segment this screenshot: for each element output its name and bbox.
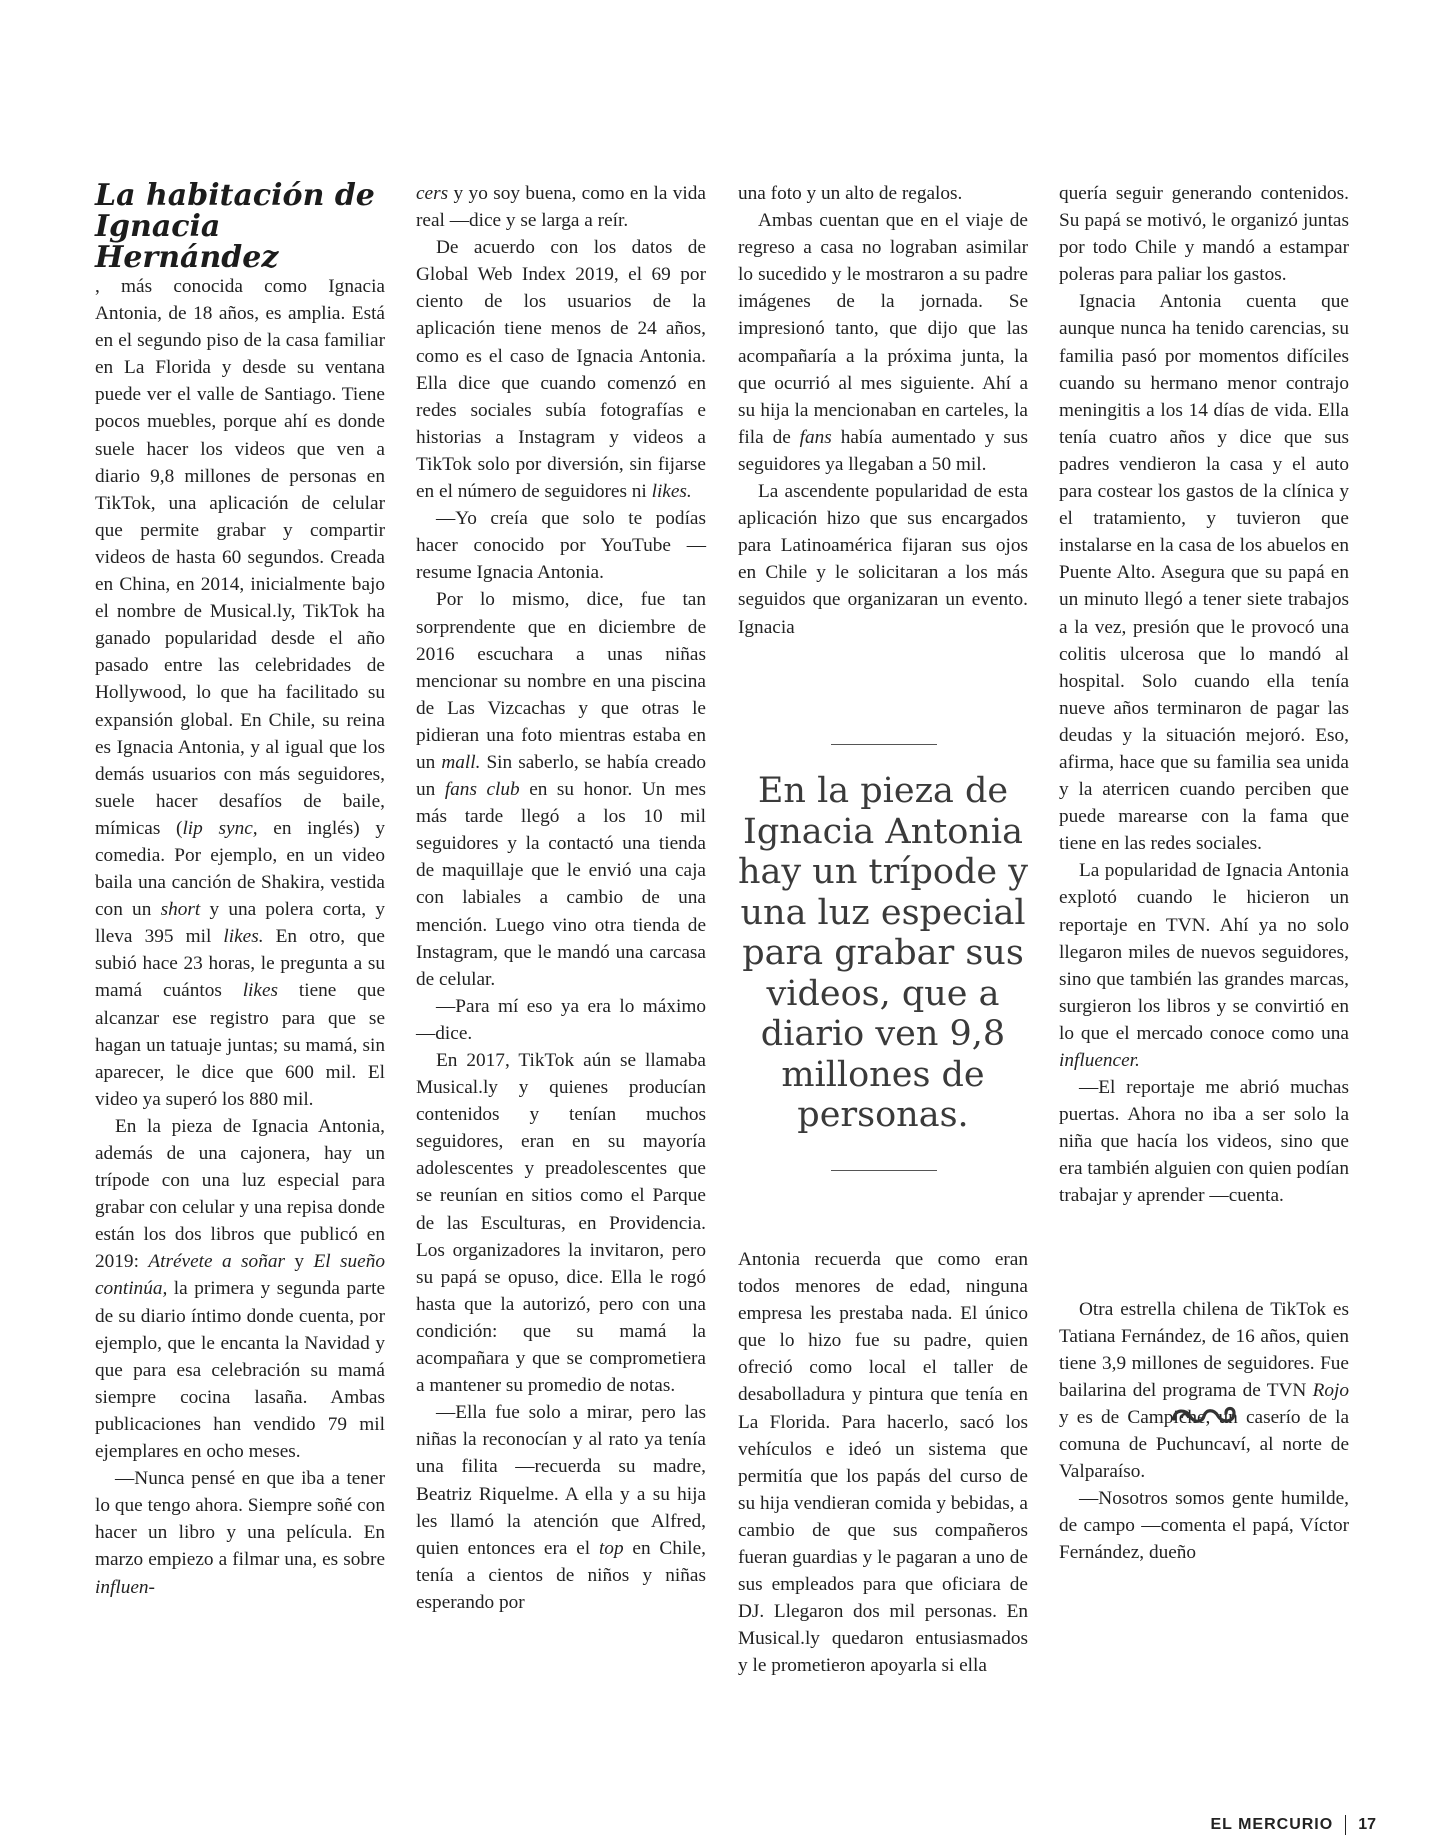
text-run: Otra estrella chilena de TikTok es Tatiana Fernández, de 16 años, quien tiene 3,9 millones de seguidores. Fue bailarina del programa de TVN <box>1059 1298 1349 1401</box>
italic-run: likes <box>242 980 279 1002</box>
article-column-3-top <box>738 180 1028 641</box>
italic-run: likes. <box>651 481 692 503</box>
text-run: —Ella fue solo a mirar, pero las niñas la reconocían y al rato ya tenía una filita —recuerda su madre, Beatriz Riquelme. A ella y a su hija les llamó la atención que Alfred, quien entonces era el <box>416 1402 706 1559</box>
text-run: En otro, que subió hace 23 horas, le pregunta a su mamá cuántos <box>95 926 385 1002</box>
paragraph: La ascendente popularidad de esta aplicación hizo que sus encargados para Latinoamérica fijaran sus ojos en Chile y le solicitaran a los más seguidos que organizaran un evento. Ignacia <box>738 481 1028 638</box>
paragraph <box>416 234 706 505</box>
footer-divider <box>1345 1815 1346 1835</box>
paragraph: una foto y un alto de regalos. <box>738 183 963 204</box>
paragraph: Antonia recuerda que como eran todos menores de edad, ninguna empresa les prestaba nada. El único que lo hizo fue su padre, quien ofreció como local el taller de desabolladura y pintura que tenía en La Florida. Para hacerlo, sacó los vehículos e ideó un sistema que permitía que los papás del curso de su hija vendieran comida y bebidas, a cambio de que sus compañeros fueran guardias y le pagaran a uno de sus empleados para que oficiara de DJ. Llegaron dos mil personas. En Musical.ly quedaron entusiasmados y le prometieron apoyarla si ella <box>738 1249 1028 1677</box>
text-run: Ambas cuentan que en el viaje de regreso a casa no lograban asimilar lo sucedido y le mostraron a su padre imágenes de la jornada. Se impresionó tanto, que dijo que las acompañaría a la próxima junta, la que ocurrió al mes siguiente. Ahí a su hija la mencionaban en carteles, la fila de <box>738 210 1028 448</box>
italic-run: likes. <box>223 926 264 948</box>
paragraph <box>416 586 706 992</box>
text-run: en su honor. Un mes más tarde llegó a los 10 mil seguidores y la contactó una tienda de maquillaje que le envió una caja con labiales a cambio de una mención. Luego vino otra tienda de Instagram, que le mandó una carcasa de celular. <box>416 779 706 990</box>
lead-line-1: La habitación de <box>95 178 375 213</box>
paragraph <box>95 1465 385 1600</box>
text-run: tiene que alcanzar ese registro para que se hagan un tatuaje juntas; su mamá, sin aparecer, le dice que 600 mil. El video ya superó los 880 mil. <box>95 980 386 1110</box>
italic-run: cers <box>416 183 449 204</box>
pullquote-rule-bottom <box>831 1170 937 1171</box>
paragraph: quería seguir generando contenidos. Su papá se motivó, le organizó juntas por todo Chile y mandó a estampar poleras para paliar los gastos. <box>1059 183 1349 286</box>
lead-line-2: Ignacia Hernández <box>95 209 279 275</box>
publication-name: EL MERCURIO <box>1210 1816 1334 1833</box>
article-column-2 <box>416 180 706 1616</box>
italic-run: lip sync, <box>182 817 258 839</box>
paragraph: En 2017, TikTok aún se llamaba Musical.ly y quienes producían contenidos y tenían muchos seguidores, eran en su mayoría adolescentes y preadolescentes que se reunían en sitios como el Parque de las Esculturas, en Providencia. Los organizadores la invitaron, pero su papá se opuso, dice. Ella le rogó hasta que la autorizó, pero con una condición: que su mamá la acompañara y que se comprometiera a mantener su promedio de notas. <box>416 1050 706 1397</box>
text-run: la primera y segunda parte de su diario íntimo donde cuenta, por ejemplo, que le encanta la Navidad y que para esa celebración su mamá siempre cocina lasaña. Ambas publicaciones han vendido 79 mil ejemplares en ocho meses. <box>95 1278 385 1463</box>
italic-run: top <box>598 1537 624 1559</box>
paragraph: —El reportaje me abrió muchas puertas. Ahora no iba a ser solo la niña que hacía los videos, sino que era también alguien con quien podían trabajar y aprender —cuenta. <box>1059 1077 1349 1207</box>
text-run: en Chile, tenía a cientos de niños y niñas esperando por <box>416 1537 706 1613</box>
pullquote-rule-top <box>831 744 937 745</box>
paragraph <box>416 180 706 234</box>
pullquote: En la pieza de Ignacia Antonia hay un trípode y una luz especial para grabar sus videos, que a diario ven 9,8 millones de personas. <box>738 771 1028 1135</box>
text-run: Sin saberlo, se había creado un <box>416 751 706 801</box>
article-column-3-bottom <box>738 1246 1028 1680</box>
paragraph: —Para mí eso ya era lo máximo —dice. <box>416 995 706 1044</box>
text-run: y es de Campiche, un caserío de la comuna de Puchuncaví, al norte de Valparaíso. <box>1059 1406 1349 1483</box>
paragraph: Ignacia Antonia cuenta que aunque nunca ha tenido carencias, su familia pasó por momentos difíciles cuando su hermano menor contrajo meningitis a los 14 días de vida. Ella tenía cuatro años y dice que sus padres vendieron la casa y el auto para costear los gastos de la clínica y el tratamiento, y tuvieron que instalarse en la casa de los abuelos en Puente Alto. Asegura que su papá en un minuto llegó a tener siete trabajos a la vez, presión que le provocó una colitis ulcerosa que lo mandó al hospital. Solo cuando ella tenía nueve años terminaron de pagar las deudas y la situación mejoró. Eso, afirma, hace que su familia sea unida y la aterricen cuando perciben que puede marearse con la fama que tiene en las redes sociales. <box>1059 291 1349 855</box>
text-run: En la pieza de Ignacia Antonia, además de una cajonera, hay un trípode con una luz especial para grabar con celular y una repisa donde están los dos libros que publicó en 2019: <box>95 1115 385 1273</box>
page-number: 17 <box>1358 1816 1376 1833</box>
ornament-spacer <box>1059 1210 1349 1296</box>
text-run: y yo soy buena, como en la vida real —dice y se larga a reír. <box>416 183 706 232</box>
text-run: en inglés) y comedia. Por ejemplo, en un video baila una canción de Shakira, vestida con un <box>95 817 385 921</box>
text-run: y una polera corta, y lleva 395 mil <box>95 899 385 948</box>
text-run: y <box>284 1251 314 1273</box>
paragraph <box>738 207 1028 478</box>
italic-run: influencer. <box>1059 1050 1140 1071</box>
italic-run: Rojo <box>1312 1379 1349 1401</box>
italic-run: fans <box>799 426 832 448</box>
swirl-ornament-icon <box>1168 1403 1240 1429</box>
text-run: De acuerdo con los datos de Global Web Index 2019, el 69 por ciento de los usuarios de la aplicación tiene menos de 24 años, como es el caso de Ignacia Antonia. Ella dice que cuando comenzó en redes sociales subía fotografías e historias a Instagram y videos a TikTok solo por diversión, sin fijarse en el número de seguidores ni <box>416 237 706 503</box>
lead-paragraph <box>95 180 385 1113</box>
paragraph <box>1059 1296 1349 1486</box>
italic-run: Atrévete a soñar <box>148 1251 285 1273</box>
lead-heading <box>95 180 385 273</box>
text-run: había aumentado y sus seguidores ya llegaban a 50 mil. <box>738 426 1028 475</box>
article-column-1 <box>95 180 385 1601</box>
italic-run: El sueño continúa, <box>95 1251 386 1300</box>
italic-run: mall. <box>441 751 481 773</box>
italic-run: short <box>160 899 201 921</box>
page-footer <box>1210 1815 1376 1835</box>
paragraph: —Nosotros somos gente humilde, de campo —comenta el papá, Víctor Fernández, dueño <box>1059 1488 1349 1564</box>
text-run: La popularidad de Ignacia Antonia explotó cuando le hicieron un reportaje en TVN. Ahí ya no solo llegaron miles de nuevos seguidores, sino que también las grandes marcas, surgieron los libros y se convirtió en lo que el mercado conoce como una <box>1059 860 1349 1044</box>
paragraph <box>95 1113 385 1465</box>
paragraph: —Yo creía que solo te podías hacer conocido por YouTube —resume Ignacia Antonia. <box>416 508 706 584</box>
italic-run: fans club <box>444 779 520 801</box>
text-run: , más conocida como Ignacia Antonia, de 18 años, es amplia. Está en el segundo piso de la casa familiar en La Florida y desde su ventana puede ver el valle de Santiago. Tiene pocos muebles, porque ahí es donde suele hacer los videos que ven a diario 9,8 millones de personas en TikTok, una aplicación de celular que permite grabar y compartir videos de hasta 60 segundos. Creada en China, en 2014, inicialmente bajo el nombre de Musical.ly, TikTok ha ganado popularidad desde el año pasado entre las celebridades de Hollywood, lo que ha facilitado su expansión global. En Chile, su reina es Ignacia Antonia, y al igual que los demás usuarios con más seguidores, suele hacer desafíos de baile, mímicas ( <box>95 276 385 839</box>
text-run: Por lo mismo, dice, fue tan sorprendente que en diciembre de 2016 escuchara a unas niñas mencionar su nombre en una piscina de Las Vizcachas y que otras le pidieran una foto mientras estaba en un <box>416 589 706 773</box>
paragraph <box>1059 857 1349 1074</box>
article-column-4 <box>1059 180 1349 1567</box>
text-run: —Nunca pensé en que iba a tener lo que tengo ahora. Siempre soñé con hacer un libro y una película. En marzo empiezo a filmar una, es sobre <box>95 1468 385 1571</box>
italic-run: influen- <box>95 1576 155 1598</box>
paragraph <box>416 1399 706 1616</box>
